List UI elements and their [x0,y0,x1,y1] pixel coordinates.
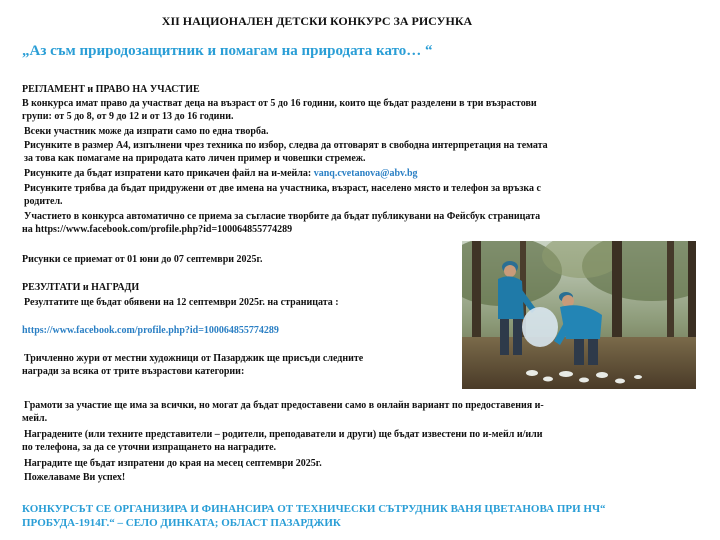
rules-details-line-1: Рисунките трябва да бъдат придружени от две имена на участника, възраст, населено място и телефон за връзка с [24,183,541,194]
rules-paragraph-age [22,97,537,123]
winners-line-2: по телефона, за да се уточни изпращането на наградите. [22,442,277,453]
rules-consent-line-2: на https://www.facebook.com/profile.php?id=100064855774289 [22,224,293,235]
rules-age-line-1: В конкурса имат право да участват деца на възраст от 5 до 16 години, които ще бъдат разделени в три възрастови [22,98,537,109]
rules-paragraph-consent [24,210,540,236]
winners-line-1: Наградените (или техните представители – родители, преподаватели и други) ще бъдат известени по и-мейл и/или [24,429,543,440]
rules-paragraph-format [24,139,548,165]
jury-line-2: награди за всяка от трите възрастови категории: [22,366,245,377]
footer-line-1: КОНКУРСЪТ СЕ ОРГАНИЗИРА И ФИНАНСИРА ОТ ТЕХНИЧЕСКИ СЪТРУДНИК ВАНЯ ЦВЕТАНОВА ПРИ НЧ“ [22,503,606,515]
certificates-line-1: Грамоти за участие ще има за всички, но могат да бъдат предоставени само в онлайн вариант по предоставения и- [24,400,544,411]
results-heading: РЕЗУЛТАТИ и НАГРАДИ [22,282,140,293]
email-link[interactable]: vanq.cvetanova@abv.bg [313,168,418,179]
awards-sending: Наградите ще бъдат изпратени до края на месец септември 2025г. [24,458,322,469]
submission-dates: Рисунки се приемат от 01 юни до 07 септември 2025г. [22,254,263,265]
rules-details-line-2: родител. [24,196,63,207]
results-announce: Резултатите ще бъдат обявени на 12 септември 2025г. на страницата : [24,297,339,308]
rules-format-line-2: за това как помагаме на природата като личен пример и човешки стремеж. [24,153,366,164]
rules-format-line-1: Рисунките в размер А4, изпълнени чрез техника по избор, следва да отговарят в свободна интерпретация на темата [24,140,548,151]
footer-line-2: ПРОБУДА-1914Г.“ – СЕЛО ДИНКАТА; ОБЛАСТ ПАЗАРДЖИК [22,517,341,529]
rules-one-entry: Всеки участник може да изпрати само по една творба. [24,126,269,137]
contest-theme: „Аз съм природозащитник и помагам на природата като… “ [22,43,433,59]
certificates-paragraph [24,399,544,425]
jury-line-1: Тричленно жури от местни художници от Пазарджик ще присъди следните [24,353,364,364]
rules-email-line [24,167,418,180]
rules-heading: РЕГЛАМЕНТ и ПРАВО НА УЧАСТИЕ [22,84,200,95]
contest-title: XII НАЦИОНАЛЕН ДЕТСКИ КОНКУРС ЗА РИСУНКА [161,14,473,28]
jury-paragraph [24,352,363,378]
winners-paragraph [24,428,543,454]
rules-age-line-2: групи: от 5 до 8, от 9 до 12 и от 13 до 16 години. [22,111,234,122]
rules-email-prefix: Рисунките да бъдат изпратени като прикачен файл на и-мейла: [24,168,312,179]
organizer-footer [22,502,606,530]
certificates-line-2: мейл. [22,413,48,424]
facebook-link[interactable]: https://www.facebook.com/profile.php?id=100064855774289 [22,325,279,336]
good-luck-wish: Пожелаваме Ви успех! [24,472,126,483]
volunteers-cleanup-illustration [462,241,696,389]
rules-consent-line-1: Участието в конкурса автоматично се приема за съгласие творбите да бъдат публикувани на Фейсбук страницата [24,211,541,222]
volunteers-photo [462,241,696,389]
rules-paragraph-details [24,182,541,208]
